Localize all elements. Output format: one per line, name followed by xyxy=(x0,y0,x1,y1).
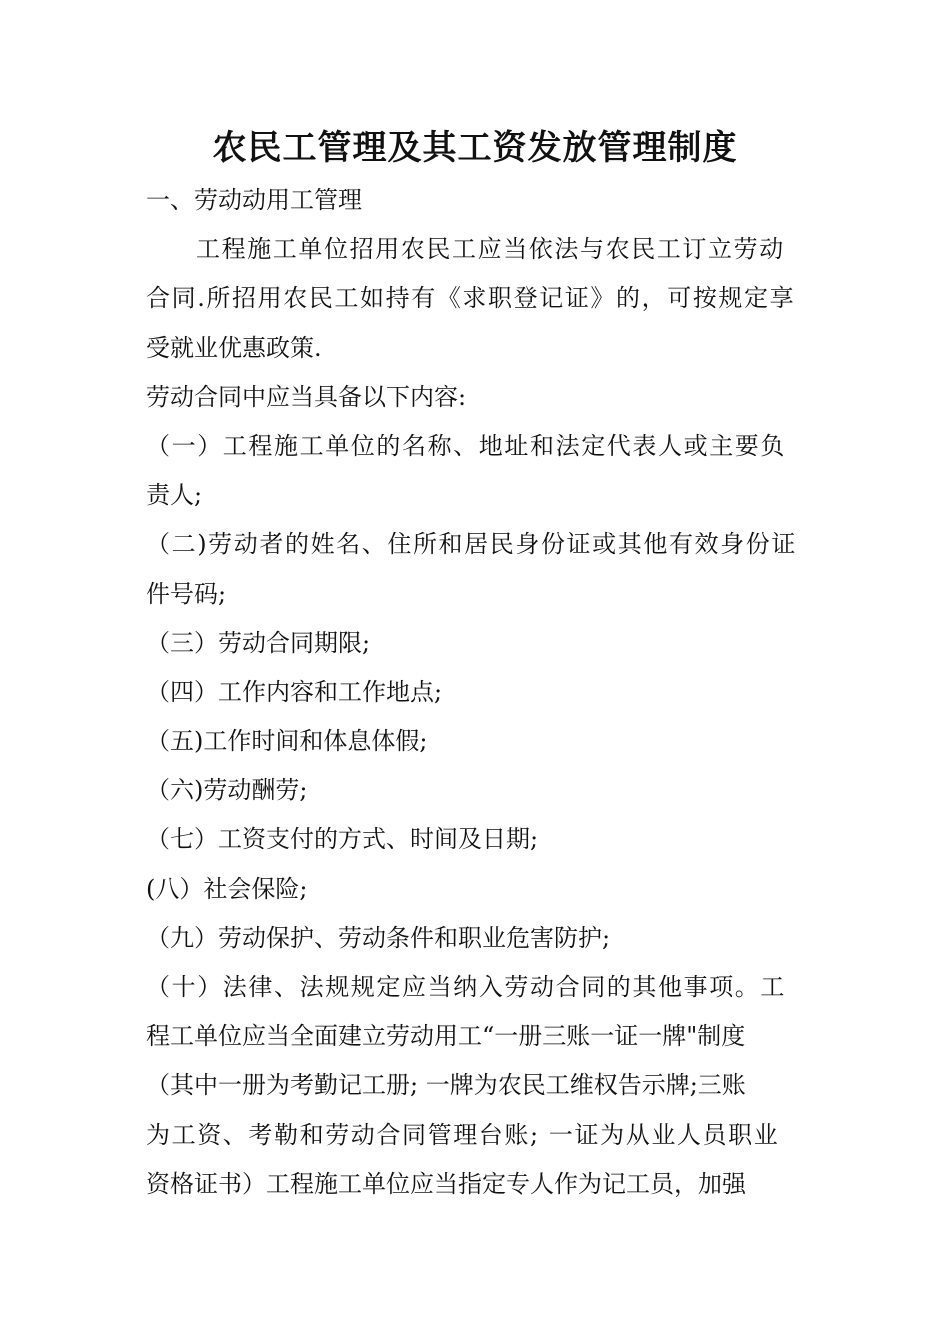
list-item: （九）劳动保护、劳动条件和职业危害防护; xyxy=(146,923,611,952)
paragraph-line: 资格证书）工程施工单位应当指定专人作为记工员，加强 xyxy=(146,1169,746,1198)
list-item: （四）工作内容和工作地点; xyxy=(146,677,443,706)
paragraph-line: 劳动合同中应当具备以下内容: xyxy=(146,382,467,411)
paragraph-line: 合同.所招用农民工如持有《求职登记证》的，可按规定享 xyxy=(146,284,796,313)
paragraph-line: 受就业优惠政策. xyxy=(146,333,322,362)
list-item: （十）法律、法规规定应当纳入劳动合同的其他事项。工 xyxy=(146,973,786,1001)
list-item: 责人; xyxy=(146,481,203,510)
list-item: （一）工程施工单位的名称、地址和法定代表人或主要负 xyxy=(146,431,786,460)
list-item: （五)工作时间和体息体假; xyxy=(146,727,428,756)
document-title: 农民工管理及其工资发放管理制度 xyxy=(212,128,738,168)
list-item: (八）社会保险; xyxy=(146,874,308,903)
list-item: （三）劳动合同期限; xyxy=(146,628,371,657)
list-item: （六)劳动酬劳; xyxy=(146,776,308,805)
list-item: （二)劳动者的姓名、住所和居民身份证或其他有效身份证 xyxy=(146,530,797,559)
document-body xyxy=(146,176,808,1209)
section-heading: 一、劳动动用工管理 xyxy=(146,186,362,214)
paragraph-line: （其中一册为考勤记工册; 一牌为农民工维权告示牌;三账 xyxy=(146,1071,746,1100)
paragraph-line: 工程施工单位招用农民工应当依法与农民工订立劳动 xyxy=(196,235,785,264)
paragraph-line: 程工单位应当全面建立劳动用工“一册三账一证一牌"制度 xyxy=(146,1022,746,1051)
list-item: 件号码; xyxy=(146,579,227,608)
paragraph-line: 为工资、考勒和劳动合同管理台账; 一证为从业人员职业 xyxy=(146,1120,780,1149)
list-item: （七）工资支付的方式、时间及日期; xyxy=(146,825,539,854)
